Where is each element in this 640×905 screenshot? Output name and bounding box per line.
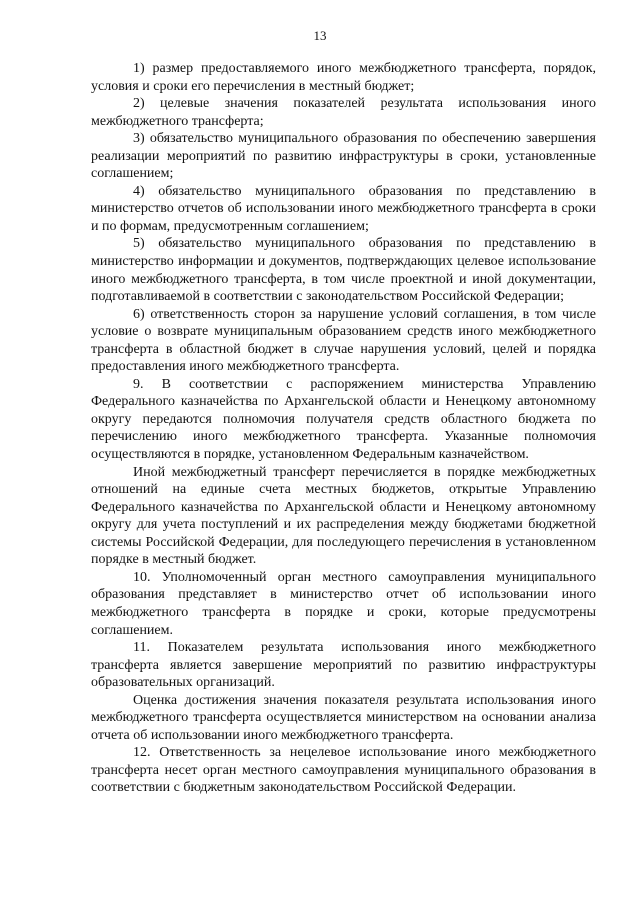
page-number: 13 (313, 28, 327, 43)
document-body (91, 60, 596, 797)
paragraph-item-4: 4) обязательство муниципального образования по представлению в министерство отчетов об использовании иного межбюджетного трансферта в сроки и по формам, предусмотренным соглашением; (91, 183, 596, 234)
paragraph-clause-9-transfer: Иной межбюджетный трансферт перечисляется в порядке межбюджетных отношений на единые счета местных бюджетов, открытые Управлению Федерального казначейства по Архангельской области и Ненецкому автономному округу для учета поступлений и их распределения между бюджетами бюджетной системы Российской Федерации, для последующего перечисления в установленном порядке в местный бюджет. (91, 464, 596, 568)
paragraph-clause-11: 11. Показателем результата использования иного межбюджетного трансферта является завершение мероприятий по развитию инфраструктуры образовательных организаций. (91, 640, 596, 691)
paragraph-item-6: 6) ответственность сторон за нарушение условий соглашения, в том числе условие о возврате муниципальным образованием средств иного межбюджетного трансферта в областной бюджет в случае нарушения условий, целей и порядка предоставления иного межбюджетного трансферта. (91, 306, 596, 375)
paragraph-clause-10: 10. Уполномоченный орган местного самоуправления муниципального образования представляет в министерство отчет об использовании иного межбюджетного трансферта в порядке и сроки, которые предусмотрены соглашением. (91, 569, 596, 638)
paragraph-clause-9: 9. В соответствии с распоряжением министерства Управлению Федерального казначейства по Архангельской области и Ненецкому автономному округу передаются полномочия получателя средств областного бюджета по перечислению иного межбюджетного трансферта. Указанные полномочия осуществляются в порядке, установленном Федеральным казначейством. (91, 376, 596, 463)
paragraph-item-5: 5) обязательство муниципального образования по представлению в министерство информации и документов, подтверждающих целевое использование иного межбюджетного трансферта, в том числе проектной и иной документации, подготавливаемой в соответствии с законодательством Российской Федерации; (91, 236, 596, 305)
paragraph-clause-11-evaluation: Оценка достижения значения показателя результата использования иного межбюджетного трансферта осуществляется министерством на основании анализа отчета об использовании иного межбюджетного трансферта. (91, 692, 596, 743)
paragraph-item-1: 1) размер предоставляемого иного межбюджетного трансферта, порядок, условия и сроки его перечисления в местный бюджет; (91, 61, 596, 94)
paragraph-item-2: 2) целевые значения показателей результата использования иного межбюджетного трансферта; (91, 96, 596, 129)
paragraph-item-3: 3) обязательство муниципального образования по обеспечению завершения реализации мероприятий по развитию инфраструктуры в сроки, установленные соглашением; (91, 131, 596, 182)
paragraph-clause-12: 12. Ответственность за нецелевое использование иного межбюджетного трансферта несет орган местного самоуправления муниципального образования в соответствии с бюджетным законодательством Российской Федерации. (91, 745, 596, 796)
